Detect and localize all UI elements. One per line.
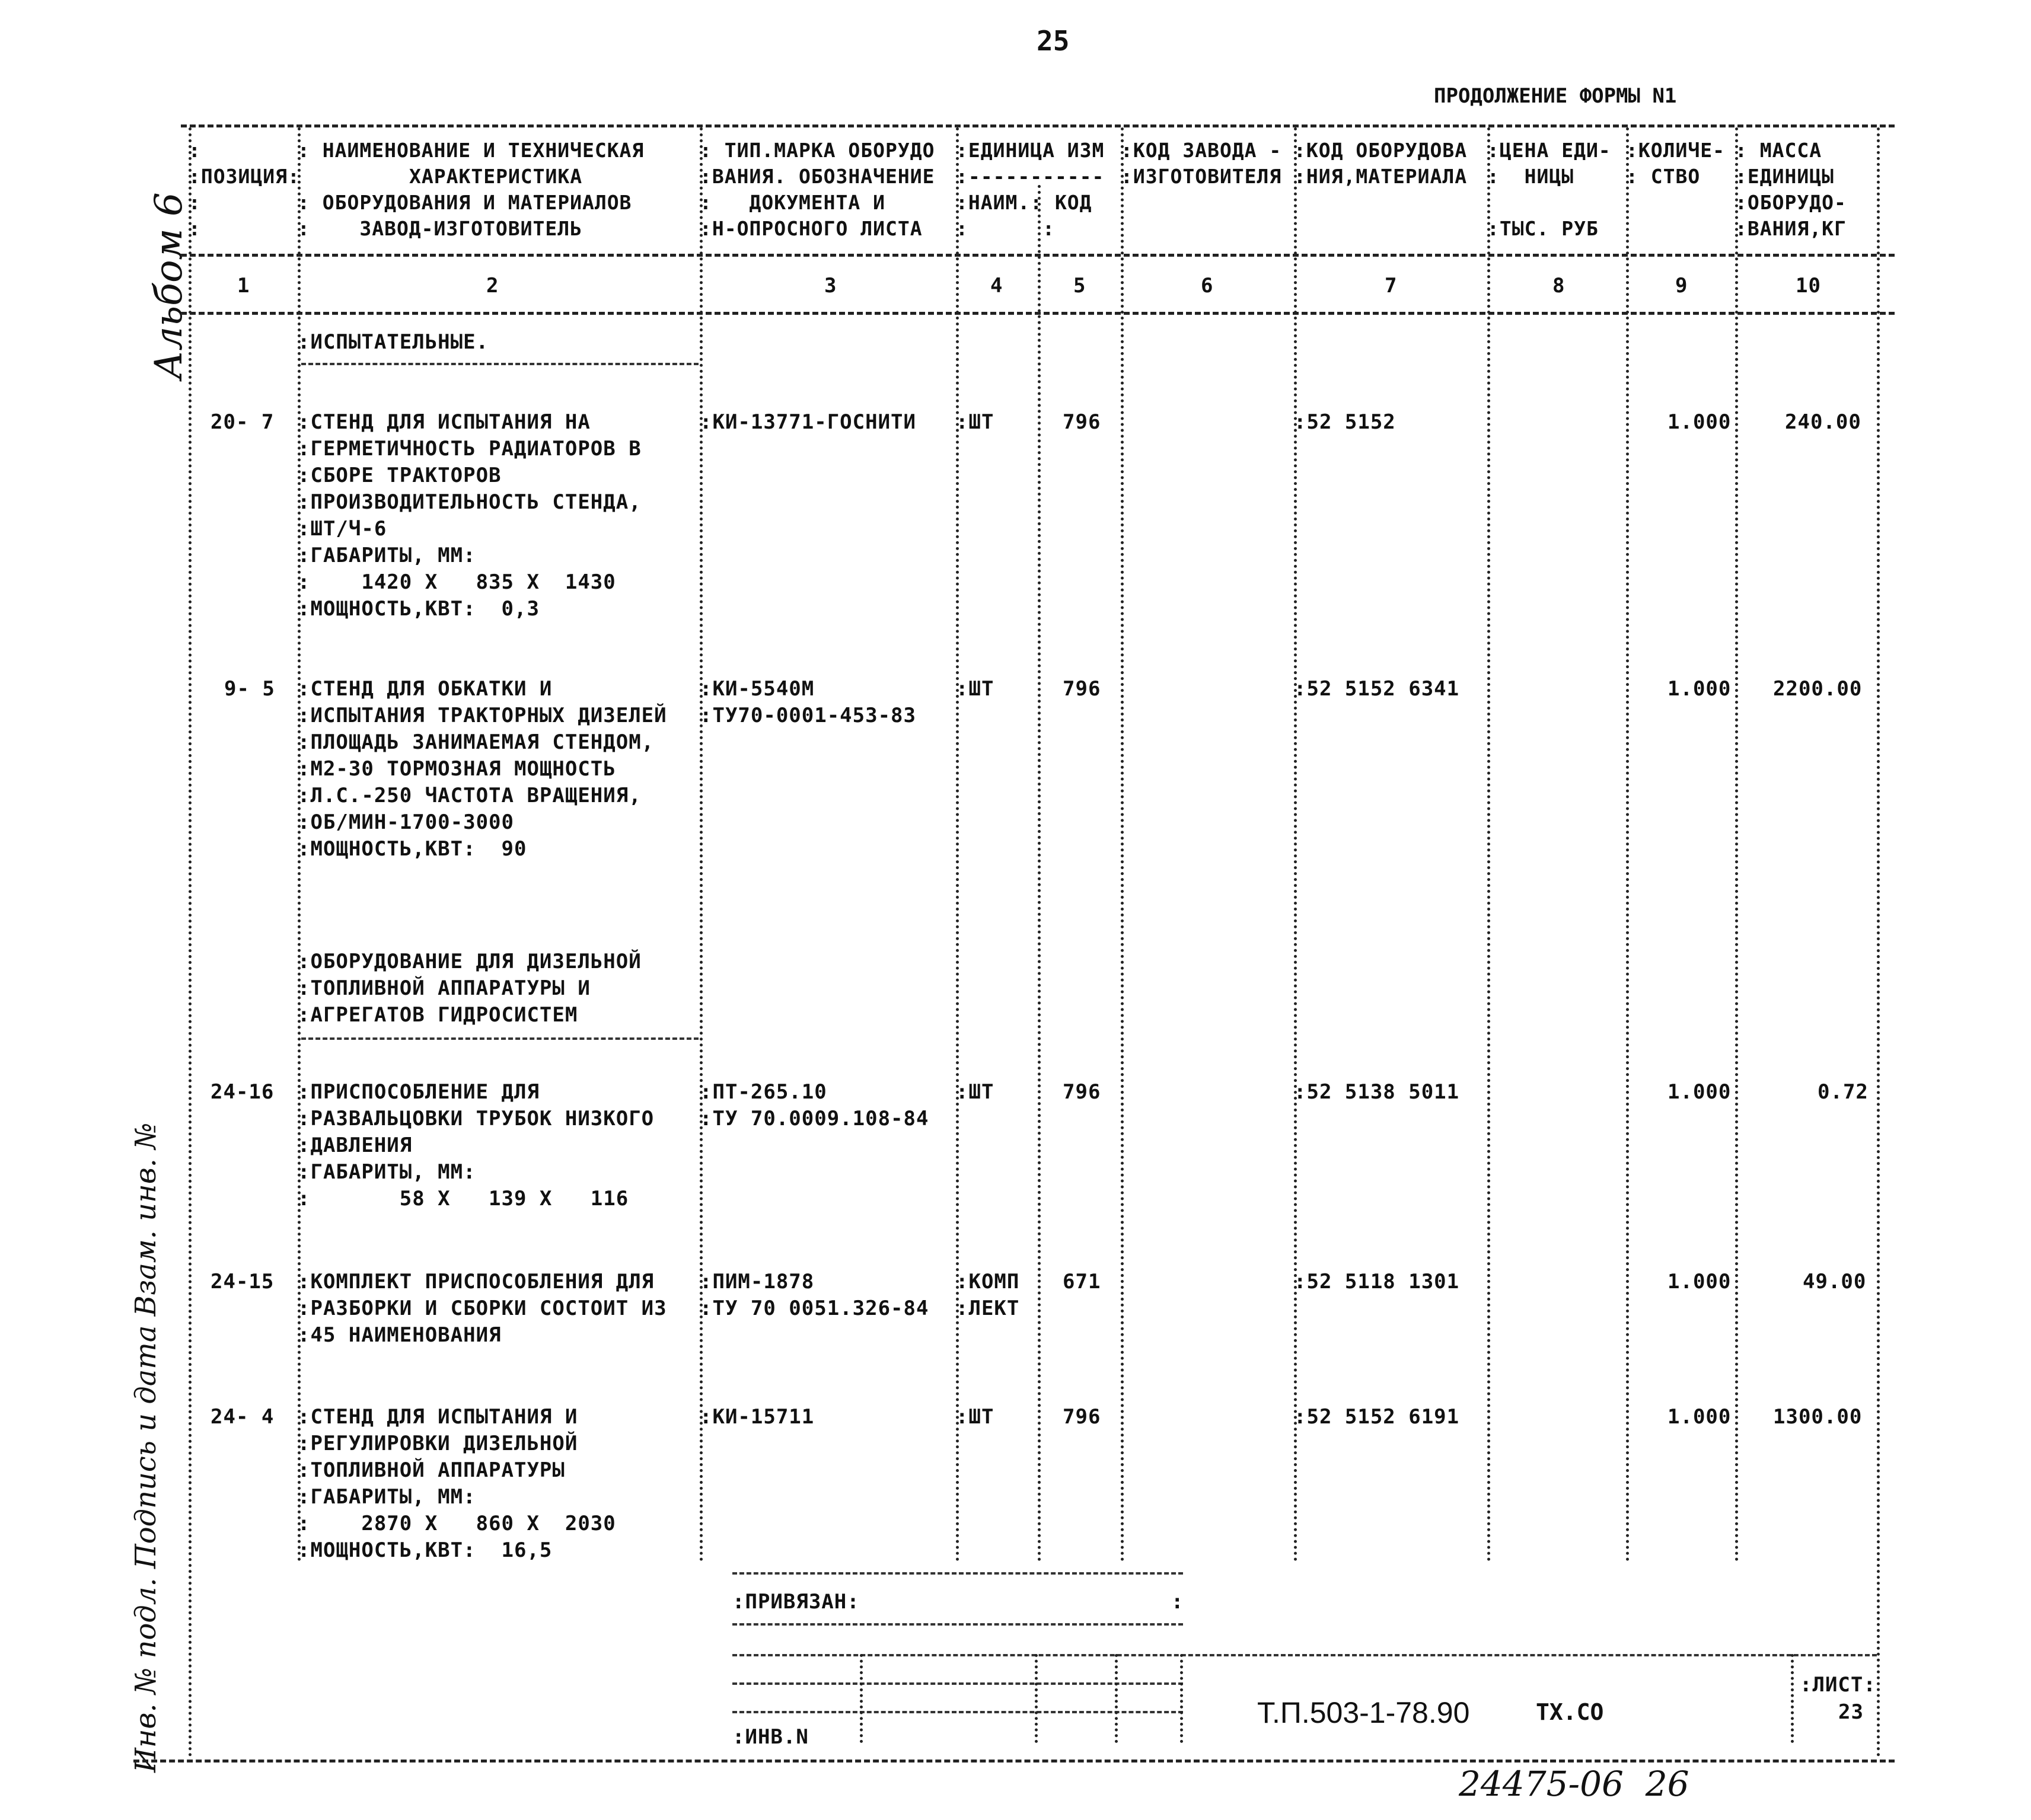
- col-line-8: [1626, 127, 1629, 1562]
- row-mass: 240.00: [1785, 410, 1861, 434]
- row-type: :ТУ 70 0051.326-84: [700, 1297, 929, 1320]
- row-mass: 49.00: [1803, 1270, 1867, 1294]
- stamp-col-line: [1035, 1654, 1038, 1743]
- header-col1-line1: :: [189, 139, 201, 162]
- header-col10-line3: :ОБОРУДО-: [1735, 191, 1847, 214]
- row-name-line: :ШТ/Ч-6: [298, 517, 387, 541]
- section-title-line: :АГРЕГАТОВ ГИДРОСИСТЕМ: [298, 1003, 578, 1027]
- row-position: 24-16: [211, 1080, 275, 1104]
- col-line-2: [700, 127, 703, 1562]
- header-col3-line1: : ТИП.МАРКА ОБОРУДО: [700, 139, 935, 162]
- col-line-3: [956, 127, 959, 1562]
- header-col10-line2: :ЕДИНИЦЫ: [1735, 165, 1834, 188]
- row-name-line: :45 НАИМЕНОВАНИЯ: [298, 1323, 502, 1347]
- section-title-underline: [301, 363, 699, 365]
- row-name-line: :СТЕНД ДЛЯ ОБКАТКИ И: [298, 677, 553, 701]
- row-name-line: :ПЛОЩАДЬ ЗАНИМАЕМАЯ СТЕНДОМ,: [298, 730, 655, 754]
- header-col6-line2: :ИЗГОТОВИТЕЛЯ: [1121, 165, 1282, 188]
- header-col3-line4: :Н-ОПРОСНОГО ЛИСТА: [700, 217, 923, 240]
- row-equipment-code: :52 5138 5011: [1294, 1080, 1460, 1104]
- row-name-line: :СБОРЕ ТРАКТОРОВ: [298, 464, 502, 487]
- row-unit-code: 796: [1063, 677, 1101, 701]
- section-title: :ИСПЫТАТЕЛЬНЫЕ.: [298, 330, 489, 354]
- row-position: 9- 5: [224, 677, 275, 701]
- stamp-rule: [732, 1623, 1183, 1626]
- header-col2-line1: : НАИМЕНОВАНИЕ И ТЕХНИЧЕСКАЯ: [298, 139, 645, 162]
- row-name-line: :РАЗВАЛЬЦОВКИ ТРУБОК НИЗКОГО: [298, 1107, 655, 1131]
- row-equipment-code: :52 5118 1301: [1294, 1270, 1460, 1294]
- column-number: 1: [237, 274, 250, 298]
- col-line-6: [1294, 127, 1297, 1562]
- header-col6-line1: :КОД ЗАВОДА -: [1121, 139, 1282, 162]
- document-suffix: ТХ.СО: [1536, 1699, 1604, 1725]
- row-name-line: : 2870 Х 860 Х 2030: [298, 1512, 616, 1535]
- form-title: ПРОДОЛЖЕНИЕ ФОРМЫ N1: [1434, 84, 1677, 108]
- row-unit-code: 796: [1063, 410, 1101, 434]
- row-name-line: :СТЕНД ДЛЯ ИСПЫТАНИЯ НА: [298, 410, 591, 434]
- stamp-rule: [732, 1572, 1183, 1575]
- handwritten-footer: 24475-06 26: [1459, 1764, 1689, 1804]
- side-stamp: Инв. № подл. Подпись и дата Взам. инв. №: [129, 1122, 162, 1773]
- row-position: 20- 7: [211, 410, 275, 434]
- header-col8-line3: :ТЫС. РУБ: [1487, 217, 1599, 240]
- header-col7-line1: :КОД ОБОРУДОВА: [1294, 139, 1468, 162]
- row-name-line: :МОЩНОСТЬ,КВТ: 90: [298, 837, 527, 861]
- header-col3-line2: :ВАНИЯ. ОБОЗНАЧЕНИЕ: [700, 165, 935, 188]
- col-line-7: [1487, 127, 1490, 1562]
- column-number: 4: [990, 274, 1003, 298]
- row-mass: 1300.00: [1773, 1405, 1863, 1429]
- column-number: 9: [1675, 274, 1688, 298]
- row-name-line: :РЕГУЛИРОВКИ ДИЗЕЛЬНОЙ: [298, 1432, 578, 1455]
- col-line-5: [1121, 127, 1124, 1562]
- album-note: Альбом 6: [147, 192, 191, 379]
- row-unit-code: 796: [1063, 1405, 1101, 1429]
- row-unit: :ШТ: [956, 1405, 994, 1429]
- row-name-line: :ГАБАРИТЫ, ММ:: [298, 1160, 476, 1184]
- stamp-rule: [732, 1654, 1877, 1656]
- row-name-line: :М2-30 ТОРМОЗНАЯ МОЩНОСТЬ: [298, 757, 616, 781]
- header-col1-line3: :: [189, 191, 201, 214]
- inventory-label: :ИНВ.N: [732, 1725, 809, 1749]
- row-name-line: :ГЕРМЕТИЧНОСТЬ РАДИАТОРОВ В: [298, 437, 642, 461]
- row-name-line: :ГАБАРИТЫ, ММ:: [298, 1485, 476, 1509]
- column-number: 2: [486, 274, 499, 298]
- header-col3-line3: : ДОКУМЕНТА И: [700, 191, 886, 214]
- header-col2-line2: ХАРАКТЕРИСТИКА: [409, 165, 583, 188]
- stamp-col-line: [1115, 1654, 1118, 1743]
- col-line-right: [1877, 127, 1880, 1758]
- row-mass: 0.72: [1818, 1080, 1869, 1104]
- header-col1-line2: :ПОЗИЦИЯ:: [189, 165, 300, 188]
- header-col8-line2: : НИЦЫ: [1487, 165, 1574, 188]
- row-type: :КИ-13771-ГОСНИТИ: [700, 410, 916, 434]
- header-col9-line1: :КОЛИЧЕ-: [1626, 139, 1725, 162]
- row-name-line: :КОМПЛЕКТ ПРИСПОСОБЛЕНИЯ ДЛЯ: [298, 1270, 655, 1294]
- row-name-line: :ТОПЛИВНОЙ АППАРАТУРЫ: [298, 1458, 565, 1482]
- row-name-line: :ПРИСПОСОБЛЕНИЕ ДЛЯ: [298, 1080, 540, 1104]
- row-unit: :КОМП: [956, 1270, 1020, 1294]
- section-title-line: :ТОПЛИВНОЙ АППАРАТУРЫ И: [298, 976, 591, 1000]
- header-col45-line4: : :: [956, 217, 1055, 240]
- row-unit: :ШТ: [956, 677, 994, 701]
- sheet-label: :ЛИСТ:: [1800, 1673, 1876, 1697]
- row-unit-code: 796: [1063, 1080, 1101, 1104]
- row-name-line: :ПРОИЗВОДИТЕЛЬНОСТЬ СТЕНДА,: [298, 490, 642, 514]
- row-type: :КИ-15711: [700, 1405, 815, 1429]
- row-equipment-code: :52 5152 6341: [1294, 677, 1460, 701]
- header-col2-line4: : ЗАВОД-ИЗГОТОВИТЕЛЬ: [298, 217, 582, 240]
- row-type: :ПТ-265.10: [700, 1080, 827, 1104]
- header-col7-line2: :НИЯ,МАТЕРИАЛА: [1294, 165, 1468, 188]
- row-type: :ПИМ-1878: [700, 1270, 815, 1294]
- row-quantity: 1.000: [1667, 1270, 1732, 1294]
- row-quantity: 1.000: [1667, 1405, 1732, 1429]
- column-number: 8: [1552, 274, 1566, 298]
- sheet-number: 23: [1838, 1700, 1864, 1724]
- rule-bottom: [133, 1760, 1895, 1762]
- row-equipment-code: :52 5152 6191: [1294, 1405, 1460, 1429]
- row-name-line: :МОЩНОСТЬ,КВТ: 16,5: [298, 1538, 553, 1562]
- stamp-colon: :: [1171, 1590, 1184, 1614]
- column-number: 5: [1073, 274, 1086, 298]
- column-number: 7: [1385, 274, 1398, 298]
- header-col8-line1: :ЦЕНА ЕДИ-: [1487, 139, 1611, 162]
- row-unit: :ШТ: [956, 410, 994, 434]
- col-line-9: [1735, 127, 1738, 1562]
- section-title-underline: [301, 1037, 699, 1040]
- row-unit: :ЛЕКТ: [956, 1297, 1020, 1320]
- col-line-left: [189, 127, 192, 1758]
- header-col10-line4: :ВАНИЯ,КГ: [1735, 217, 1847, 240]
- header-col2-line3: : ОБОРУДОВАНИЯ И МАТЕРИАЛОВ: [298, 191, 632, 214]
- row-type: :ТУ 70.0009.108-84: [700, 1107, 929, 1131]
- row-name-line: :Л.С.-250 ЧАСТОТА ВРАЩЕНИЯ,: [298, 784, 642, 807]
- header-col45-line2: :-----------: [956, 165, 1105, 188]
- column-number: 3: [824, 274, 837, 298]
- row-type: :КИ-5540М: [700, 677, 815, 701]
- row-name-line: :ОБ/МИН-1700-3000: [298, 810, 514, 834]
- row-unit: :ШТ: [956, 1080, 994, 1104]
- row-equipment-code: :52 5152: [1294, 410, 1396, 434]
- document-code: Т.П.503-1-78.90: [1257, 1696, 1470, 1729]
- stamp-col-line: [1180, 1654, 1183, 1743]
- row-type: :ТУ70-0001-453-83: [700, 704, 916, 727]
- header-col1-line4: :: [189, 217, 201, 240]
- section-title-line: :ОБОРУДОВАНИЕ ДЛЯ ДИЗЕЛЬНОЙ: [298, 950, 642, 973]
- stamp-col-line: [1791, 1654, 1794, 1743]
- row-name-line: :МОЩНОСТЬ,КВТ: 0,3: [298, 597, 540, 621]
- row-name-line: : 1420 Х 835 Х 1430: [298, 570, 616, 594]
- row-name-line: :ГАБАРИТЫ, ММ:: [298, 544, 476, 567]
- row-name-line: :РАЗБОРКИ И СБОРКИ СОСТОИТ ИЗ: [298, 1297, 667, 1320]
- header-col9-line2: : СТВО: [1626, 165, 1701, 188]
- row-quantity: 1.000: [1667, 410, 1732, 434]
- header-col45-line3: :НАИМ.: КОД: [956, 191, 1092, 214]
- row-name-line: :ИСПЫТАНИЯ ТРАКТОРНЫХ ДИЗЕЛЕЙ: [298, 704, 667, 727]
- page-number: 25: [1037, 25, 1070, 57]
- row-mass: 2200.00: [1773, 677, 1863, 701]
- column-number: 6: [1201, 274, 1214, 298]
- column-number: 10: [1796, 274, 1821, 298]
- rule-top: [181, 124, 1895, 127]
- stamp-col-line: [860, 1654, 863, 1743]
- row-name-line: :СТЕНД ДЛЯ ИСПЫТАНИЯ И: [298, 1405, 578, 1429]
- row-quantity: 1.000: [1667, 677, 1732, 701]
- row-position: 24-15: [211, 1270, 275, 1294]
- row-name-line: : 58 Х 139 Х 116: [298, 1187, 629, 1211]
- row-name-line: :ДАВЛЕНИЯ: [298, 1133, 413, 1157]
- header-col10-line1: : МАССА: [1735, 139, 1822, 162]
- col-line-4: [1038, 185, 1041, 1562]
- row-position: 24- 4: [211, 1405, 275, 1429]
- row-quantity: 1.000: [1667, 1080, 1732, 1104]
- bound-label: :ПРИВЯЗАН:: [732, 1590, 860, 1614]
- row-unit-code: 671: [1063, 1270, 1101, 1294]
- header-col45-line1: :ЕДИНИЦА ИЗМ: [956, 139, 1105, 162]
